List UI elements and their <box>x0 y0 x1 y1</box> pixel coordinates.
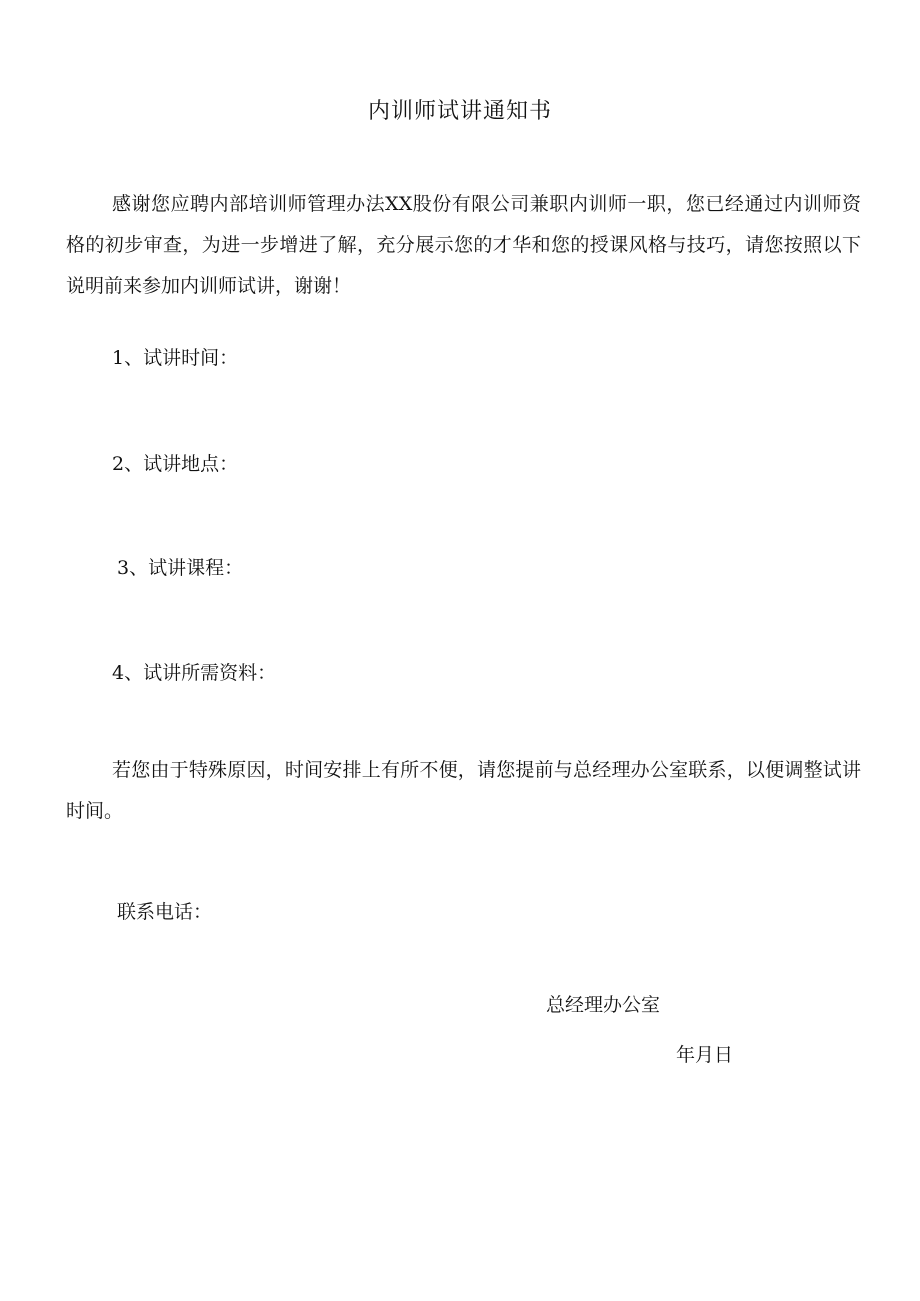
contact-phone-label: 联系电话： <box>117 901 213 923</box>
item-trial-location: 2、试讲地点： <box>112 453 239 475</box>
intro-paragraph: 感谢您应聘内部培训师管理办法XX股份有限公司兼职内训师一职，您已经通过内训师资格的初步审查，为进一步增进了解，充分展示您的才华和您的授课风格与技巧，请您按照以下说明前来参加内训师试讲，谢谢！ <box>66 193 861 297</box>
signature-date: 年月日 <box>676 1044 734 1066</box>
item-trial-time: 1、试讲时间： <box>112 347 239 369</box>
closing-paragraph: 若您由于特殊原因，时间安排上有所不便，请您提前与总经理办公室联系，以便调整试讲时间。 <box>66 759 861 822</box>
document-title: 内训师试讲通知书 <box>367 99 552 124</box>
signature-office: 总经理办公室 <box>546 994 661 1016</box>
item-trial-materials: 4、试讲所需资料： <box>112 662 277 684</box>
item-trial-course: 3、试讲课程： <box>117 557 244 579</box>
